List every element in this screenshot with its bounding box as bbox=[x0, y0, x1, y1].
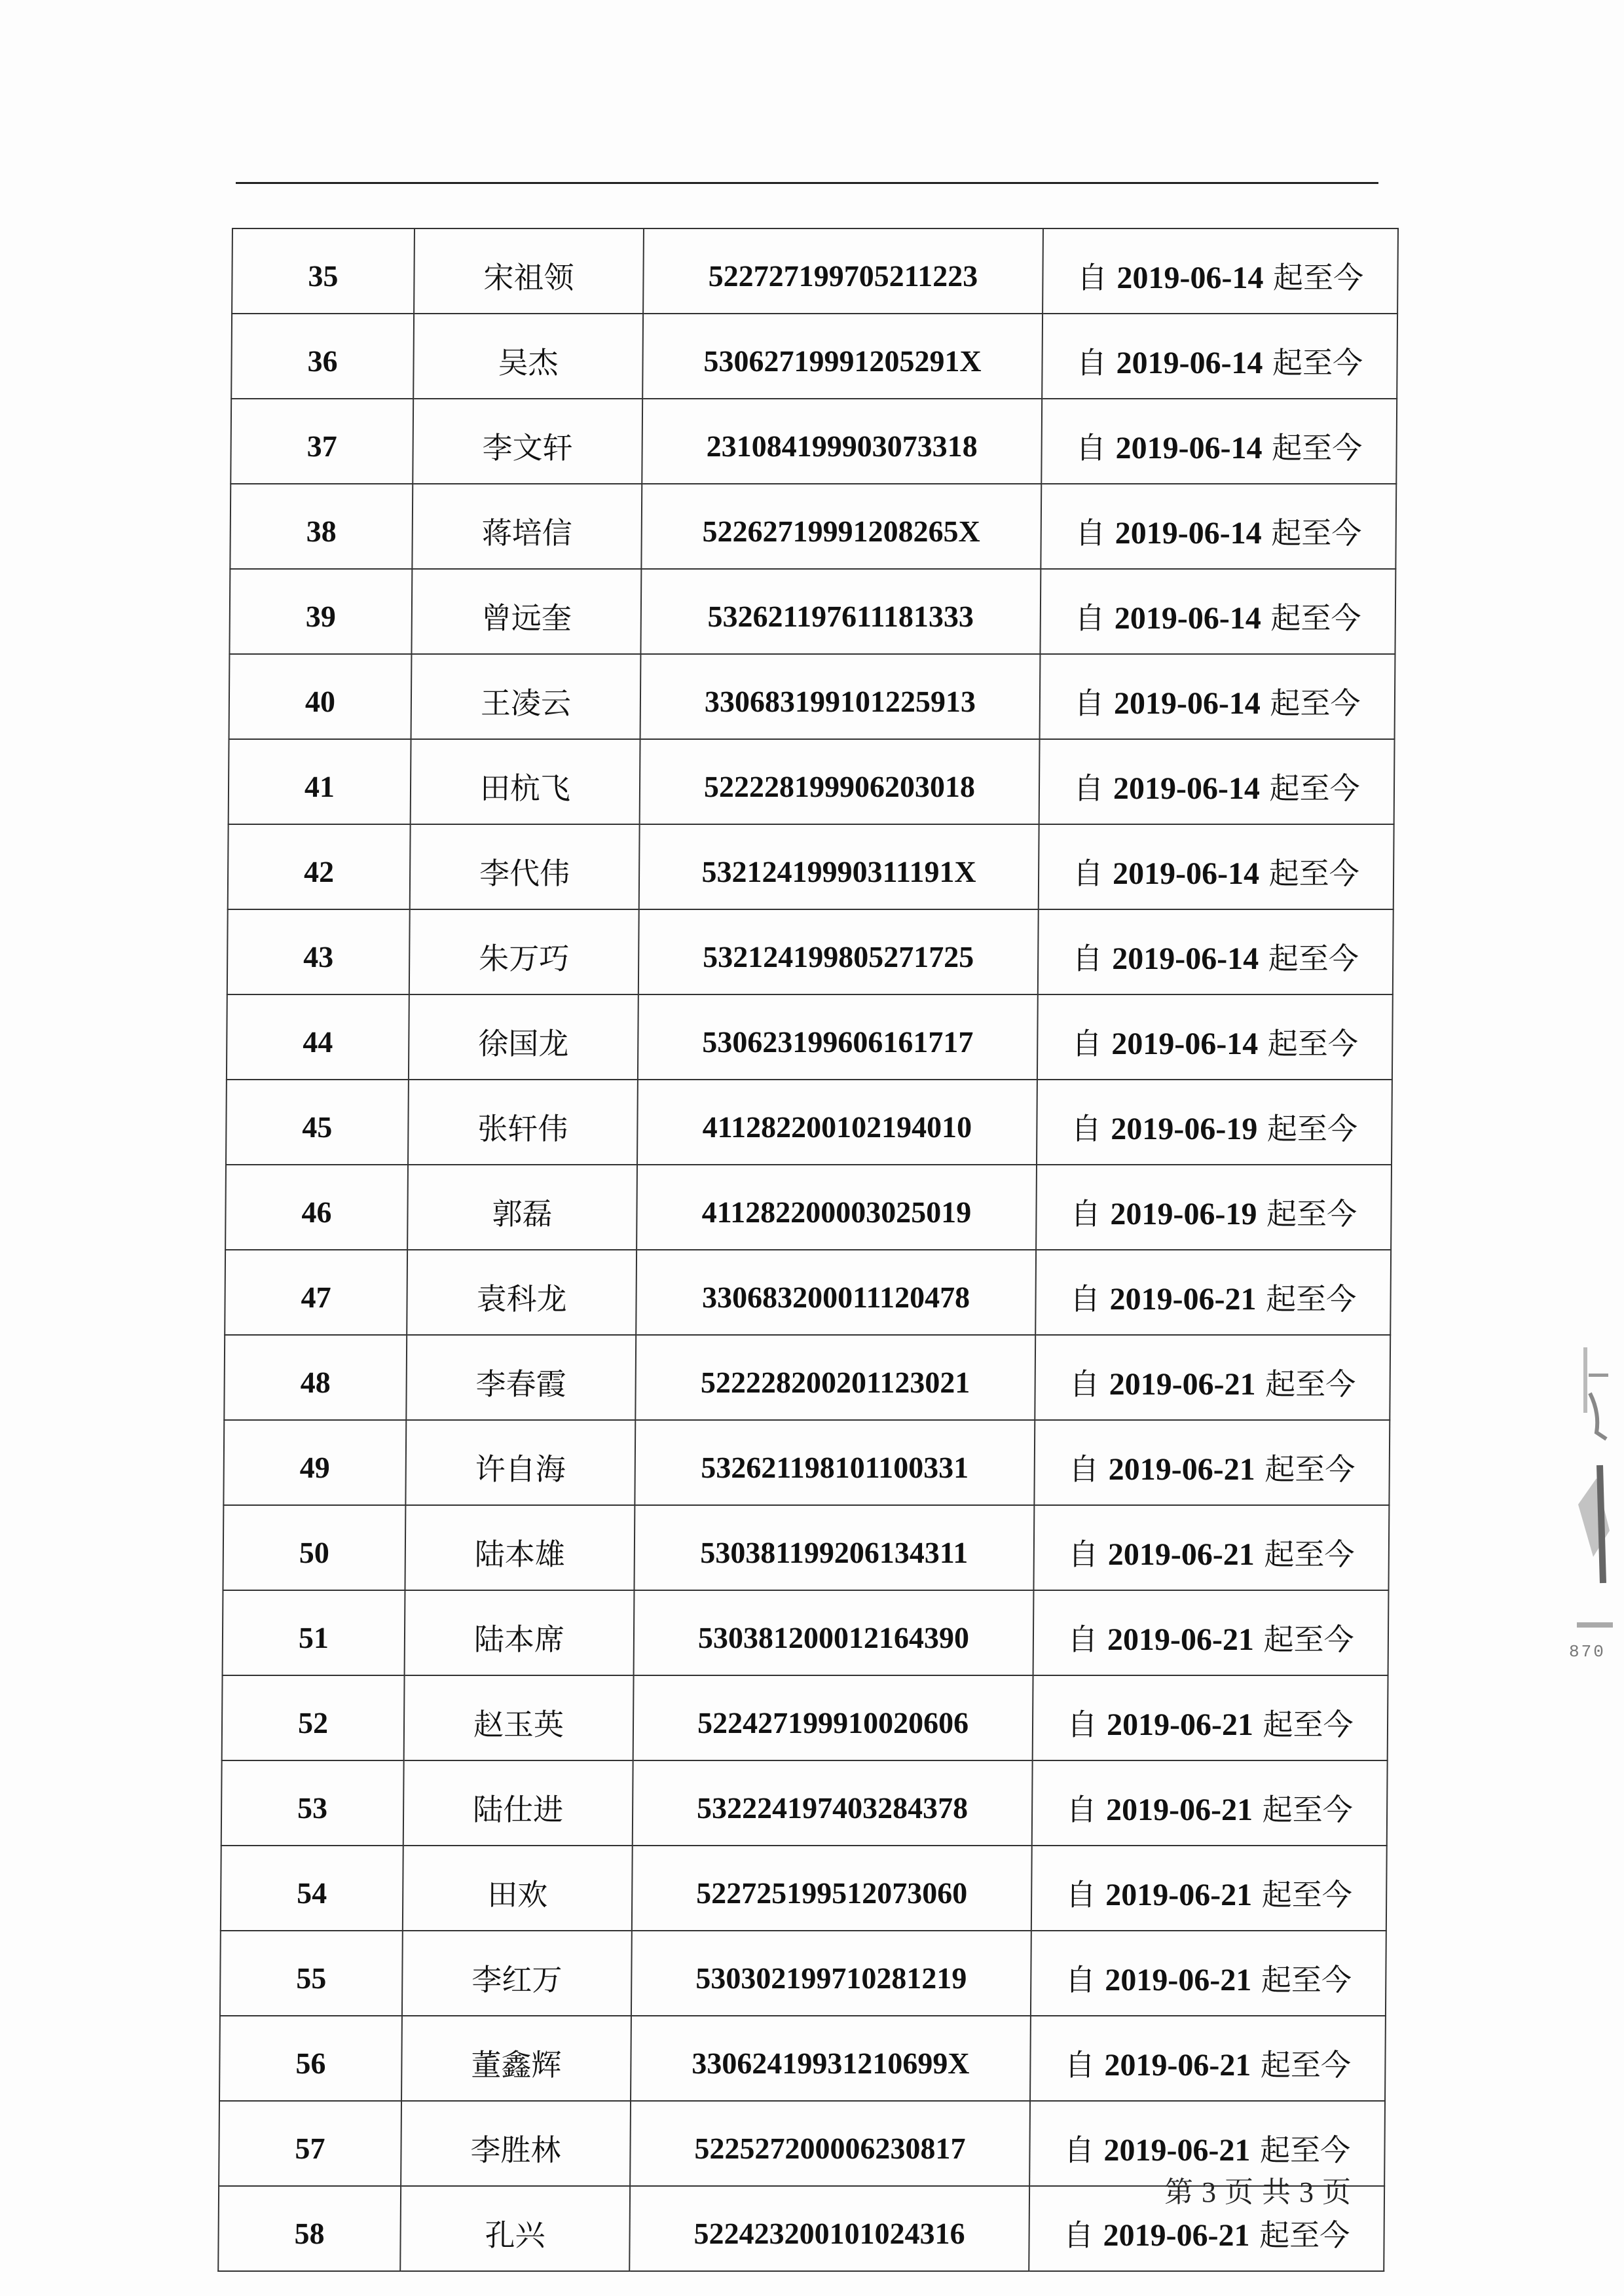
row-number: 49 bbox=[223, 1420, 406, 1505]
person-name: 宋祖领 bbox=[414, 228, 644, 314]
row-number: 40 bbox=[229, 654, 412, 739]
date-prefix: 自 bbox=[1063, 2217, 1094, 2253]
id-number: 522725199512073060 bbox=[632, 1846, 1032, 1931]
date-suffix: 起至今 bbox=[1270, 685, 1361, 721]
row-number: 36 bbox=[231, 314, 414, 399]
row-number: 43 bbox=[227, 909, 410, 994]
id-number: 33062419931210699X bbox=[631, 2016, 1031, 2101]
date-suffix: 起至今 bbox=[1263, 1622, 1354, 1657]
row-number: 44 bbox=[227, 994, 409, 1080]
id-number: 522228199906203018 bbox=[640, 739, 1040, 824]
id-number: 231084199903073318 bbox=[642, 399, 1042, 484]
date-suffix: 起至今 bbox=[1270, 600, 1361, 636]
start-date bbox=[1033, 1590, 1389, 1675]
start-date bbox=[1033, 1505, 1389, 1590]
table-row bbox=[219, 2016, 1386, 2101]
person-name: 董鑫辉 bbox=[401, 2016, 631, 2101]
date-prefix: 自 bbox=[1072, 941, 1103, 976]
date-prefix: 自 bbox=[1064, 2047, 1095, 2083]
row-number: 54 bbox=[221, 1846, 403, 1931]
date-prefix: 自 bbox=[1074, 685, 1105, 721]
start-date bbox=[1037, 1080, 1392, 1165]
date-value: 2019-06-14 bbox=[1113, 686, 1261, 721]
table-row bbox=[222, 1675, 1388, 1760]
person-name: 孔兴 bbox=[400, 2186, 630, 2271]
row-number: 52 bbox=[222, 1675, 405, 1760]
date-suffix: 起至今 bbox=[1266, 1111, 1358, 1146]
date-suffix: 起至今 bbox=[1259, 2217, 1350, 2253]
date-value: 2019-06-21 bbox=[1105, 1963, 1252, 1997]
table-row bbox=[221, 1846, 1387, 1931]
date-suffix: 起至今 bbox=[1264, 1451, 1356, 1487]
table-row bbox=[223, 1505, 1389, 1590]
row-number: 38 bbox=[230, 484, 413, 569]
date-value: 2019-06-21 bbox=[1107, 1622, 1255, 1657]
person-name: 田欢 bbox=[403, 1846, 633, 1931]
row-number: 47 bbox=[225, 1250, 407, 1335]
start-date bbox=[1030, 2016, 1386, 2101]
date-suffix: 起至今 bbox=[1265, 1366, 1356, 1402]
row-number: 48 bbox=[224, 1335, 407, 1420]
row-number: 37 bbox=[231, 399, 413, 484]
date-suffix: 起至今 bbox=[1265, 1281, 1357, 1317]
row-number: 56 bbox=[219, 2016, 402, 2101]
table-row bbox=[225, 1250, 1391, 1335]
id-number: 53212419990311191X bbox=[639, 824, 1039, 909]
date-prefix: 自 bbox=[1068, 1451, 1099, 1487]
table-row bbox=[224, 1335, 1390, 1420]
date-suffix: 起至今 bbox=[1266, 1196, 1357, 1231]
date-value: 2019-06-21 bbox=[1105, 1878, 1253, 1912]
date-prefix: 自 bbox=[1067, 1622, 1098, 1657]
date-value: 2019-06-21 bbox=[1107, 1537, 1255, 1572]
date-prefix: 自 bbox=[1075, 600, 1105, 636]
person-name: 曾远奎 bbox=[411, 569, 641, 654]
start-date bbox=[1033, 1675, 1388, 1760]
date-value: 2019-06-21 bbox=[1103, 2218, 1250, 2253]
date-prefix: 自 bbox=[1069, 1281, 1101, 1317]
start-date bbox=[1042, 314, 1397, 399]
row-number: 46 bbox=[225, 1165, 408, 1250]
date-value: 2019-06-21 bbox=[1106, 1707, 1254, 1742]
person-name: 王凌云 bbox=[411, 654, 641, 739]
date-value: 2019-06-14 bbox=[1114, 601, 1262, 636]
id-number: 522423200101024316 bbox=[629, 2186, 1029, 2271]
row-number: 42 bbox=[228, 824, 411, 909]
date-value: 2019-06-14 bbox=[1115, 516, 1262, 551]
date-suffix: 起至今 bbox=[1264, 1537, 1355, 1572]
start-date bbox=[1038, 909, 1393, 994]
person-name: 李代伟 bbox=[410, 824, 640, 909]
table-row bbox=[229, 654, 1395, 739]
person-name: 陆本席 bbox=[405, 1590, 635, 1675]
person-name: 李春霞 bbox=[406, 1335, 636, 1420]
date-prefix: 自 bbox=[1068, 1537, 1099, 1572]
table-row bbox=[220, 1931, 1386, 2016]
date-prefix: 自 bbox=[1077, 260, 1108, 295]
person-name: 陆仕进 bbox=[403, 1760, 633, 1846]
start-date bbox=[1031, 1846, 1387, 1931]
person-name: 张轩伟 bbox=[408, 1080, 638, 1165]
date-value: 2019-06-21 bbox=[1109, 1282, 1257, 1317]
person-name: 李胜林 bbox=[401, 2101, 631, 2186]
date-value: 2019-06-14 bbox=[1112, 941, 1259, 976]
date-value: 2019-06-21 bbox=[1108, 1452, 1255, 1487]
table-row bbox=[232, 228, 1398, 314]
date-value: 2019-06-14 bbox=[1116, 261, 1264, 295]
table-row bbox=[228, 824, 1394, 909]
table-row bbox=[223, 1420, 1390, 1505]
row-number: 45 bbox=[226, 1080, 409, 1165]
person-name: 朱万巧 bbox=[409, 909, 639, 994]
person-name: 吴杰 bbox=[413, 314, 643, 399]
date-prefix: 自 bbox=[1073, 856, 1103, 891]
person-name: 李红万 bbox=[402, 1931, 632, 2016]
row-number: 58 bbox=[218, 2186, 401, 2271]
date-value: 2019-06-14 bbox=[1115, 431, 1263, 465]
date-value: 2019-06-21 bbox=[1105, 1793, 1253, 1827]
id-number: 530381200012164390 bbox=[634, 1590, 1034, 1675]
date-suffix: 起至今 bbox=[1260, 2047, 1352, 2083]
date-prefix: 自 bbox=[1075, 430, 1107, 465]
date-prefix: 自 bbox=[1071, 1026, 1102, 1061]
date-prefix: 自 bbox=[1073, 771, 1104, 806]
roster-table bbox=[217, 228, 1399, 2272]
date-value: 2019-06-21 bbox=[1103, 2133, 1251, 2168]
date-suffix: 起至今 bbox=[1268, 856, 1359, 891]
id-number: 522228200201123021 bbox=[635, 1335, 1035, 1420]
row-number: 51 bbox=[223, 1590, 405, 1675]
date-value: 2019-06-21 bbox=[1109, 1367, 1256, 1402]
person-name: 陆本雄 bbox=[405, 1505, 635, 1590]
table-row bbox=[230, 484, 1396, 569]
id-number: 411282200102194010 bbox=[637, 1080, 1037, 1165]
row-number: 57 bbox=[219, 2101, 401, 2186]
date-suffix: 起至今 bbox=[1261, 1962, 1352, 1997]
table-row bbox=[229, 739, 1395, 824]
id-number: 522427199910020606 bbox=[633, 1675, 1033, 1760]
id-number: 530381199206134311 bbox=[634, 1505, 1034, 1590]
id-number: 330683199101225913 bbox=[640, 654, 1041, 739]
edge-number-mark: 870 bbox=[1569, 1642, 1606, 1662]
person-name: 蒋培信 bbox=[412, 484, 642, 569]
date-prefix: 自 bbox=[1075, 515, 1106, 551]
date-value: 2019-06-21 bbox=[1104, 2048, 1251, 2083]
date-value: 2019-06-19 bbox=[1110, 1197, 1257, 1231]
date-suffix: 起至今 bbox=[1263, 1707, 1354, 1742]
date-suffix: 起至今 bbox=[1269, 771, 1360, 806]
start-date bbox=[1032, 1760, 1388, 1846]
row-number: 41 bbox=[229, 739, 411, 824]
start-date bbox=[1031, 1931, 1386, 2016]
start-date bbox=[1039, 824, 1394, 909]
person-name: 田杭飞 bbox=[411, 739, 640, 824]
id-number: 522527200006230817 bbox=[630, 2101, 1030, 2186]
date-prefix: 自 bbox=[1070, 1196, 1101, 1231]
person-name: 赵玉英 bbox=[404, 1675, 634, 1760]
table-row bbox=[229, 569, 1395, 654]
roster-table-body bbox=[218, 228, 1398, 2271]
start-date bbox=[1040, 654, 1395, 739]
header-rule bbox=[236, 182, 1378, 184]
date-prefix: 自 bbox=[1076, 345, 1107, 380]
date-suffix: 起至今 bbox=[1272, 430, 1363, 465]
id-number: 52262719991208265X bbox=[641, 484, 1041, 569]
person-name: 郭磊 bbox=[407, 1165, 637, 1250]
row-number: 55 bbox=[220, 1931, 403, 2016]
date-prefix: 自 bbox=[1065, 1877, 1096, 1912]
start-date bbox=[1041, 484, 1396, 569]
start-date bbox=[1034, 1420, 1390, 1505]
date-prefix: 自 bbox=[1065, 1962, 1096, 1997]
date-value: 2019-06-19 bbox=[1111, 1112, 1258, 1146]
date-value: 2019-06-14 bbox=[1112, 856, 1260, 891]
date-prefix: 自 bbox=[1066, 1792, 1097, 1827]
start-date bbox=[1037, 994, 1393, 1080]
row-number: 53 bbox=[221, 1760, 404, 1846]
row-number: 35 bbox=[232, 228, 415, 314]
date-suffix: 起至今 bbox=[1262, 1792, 1353, 1827]
id-number: 330683200011120478 bbox=[636, 1250, 1036, 1335]
table-row bbox=[227, 994, 1393, 1080]
id-number: 532621197611181333 bbox=[640, 569, 1041, 654]
id-number: 530623199606161717 bbox=[638, 994, 1038, 1080]
date-value: 2019-06-14 bbox=[1116, 346, 1263, 380]
start-date bbox=[1035, 1250, 1391, 1335]
id-number: 411282200003025019 bbox=[637, 1165, 1037, 1250]
date-suffix: 起至今 bbox=[1259, 2132, 1351, 2168]
date-prefix: 自 bbox=[1071, 1111, 1101, 1146]
start-date bbox=[1039, 739, 1395, 824]
table-row bbox=[221, 1760, 1388, 1846]
date-prefix: 自 bbox=[1069, 1366, 1100, 1402]
id-number: 532224197403284378 bbox=[633, 1760, 1033, 1846]
table-row bbox=[227, 909, 1393, 994]
id-number: 53062719991205291X bbox=[642, 314, 1043, 399]
start-date bbox=[1043, 228, 1398, 314]
table-row bbox=[225, 1165, 1392, 1250]
date-prefix: 自 bbox=[1067, 1707, 1098, 1742]
person-name: 许自海 bbox=[405, 1420, 635, 1505]
start-date bbox=[1041, 399, 1397, 484]
id-number: 532124199805271725 bbox=[638, 909, 1039, 994]
table-row bbox=[231, 399, 1397, 484]
id-number: 532621198101100331 bbox=[635, 1420, 1035, 1505]
id-number: 522727199705211223 bbox=[643, 228, 1043, 314]
date-value: 2019-06-14 bbox=[1111, 1027, 1259, 1061]
date-suffix: 起至今 bbox=[1261, 1877, 1353, 1912]
row-number: 39 bbox=[229, 569, 412, 654]
edge-seal-fragment bbox=[1570, 1334, 1616, 1675]
id-number: 530302199710281219 bbox=[631, 1931, 1031, 2016]
date-suffix: 起至今 bbox=[1271, 515, 1362, 551]
start-date bbox=[1036, 1165, 1392, 1250]
person-name: 徐国龙 bbox=[409, 994, 638, 1080]
table-row bbox=[226, 1080, 1392, 1165]
date-suffix: 起至今 bbox=[1272, 260, 1364, 295]
start-date bbox=[1040, 569, 1395, 654]
page-footer: 第 3 页 共 3 页 bbox=[1164, 2176, 1352, 2208]
table-row bbox=[231, 314, 1397, 399]
date-suffix: 起至今 bbox=[1267, 1026, 1359, 1061]
row-number: 50 bbox=[223, 1505, 405, 1590]
date-suffix: 起至今 bbox=[1268, 941, 1359, 976]
table-row bbox=[223, 1590, 1389, 1675]
date-value: 2019-06-14 bbox=[1113, 771, 1261, 806]
date-prefix: 自 bbox=[1063, 2132, 1095, 2168]
start-date bbox=[1035, 1335, 1390, 1420]
date-suffix: 起至今 bbox=[1272, 345, 1363, 380]
person-name: 李文轩 bbox=[413, 399, 642, 484]
person-name: 袁科龙 bbox=[407, 1250, 637, 1335]
